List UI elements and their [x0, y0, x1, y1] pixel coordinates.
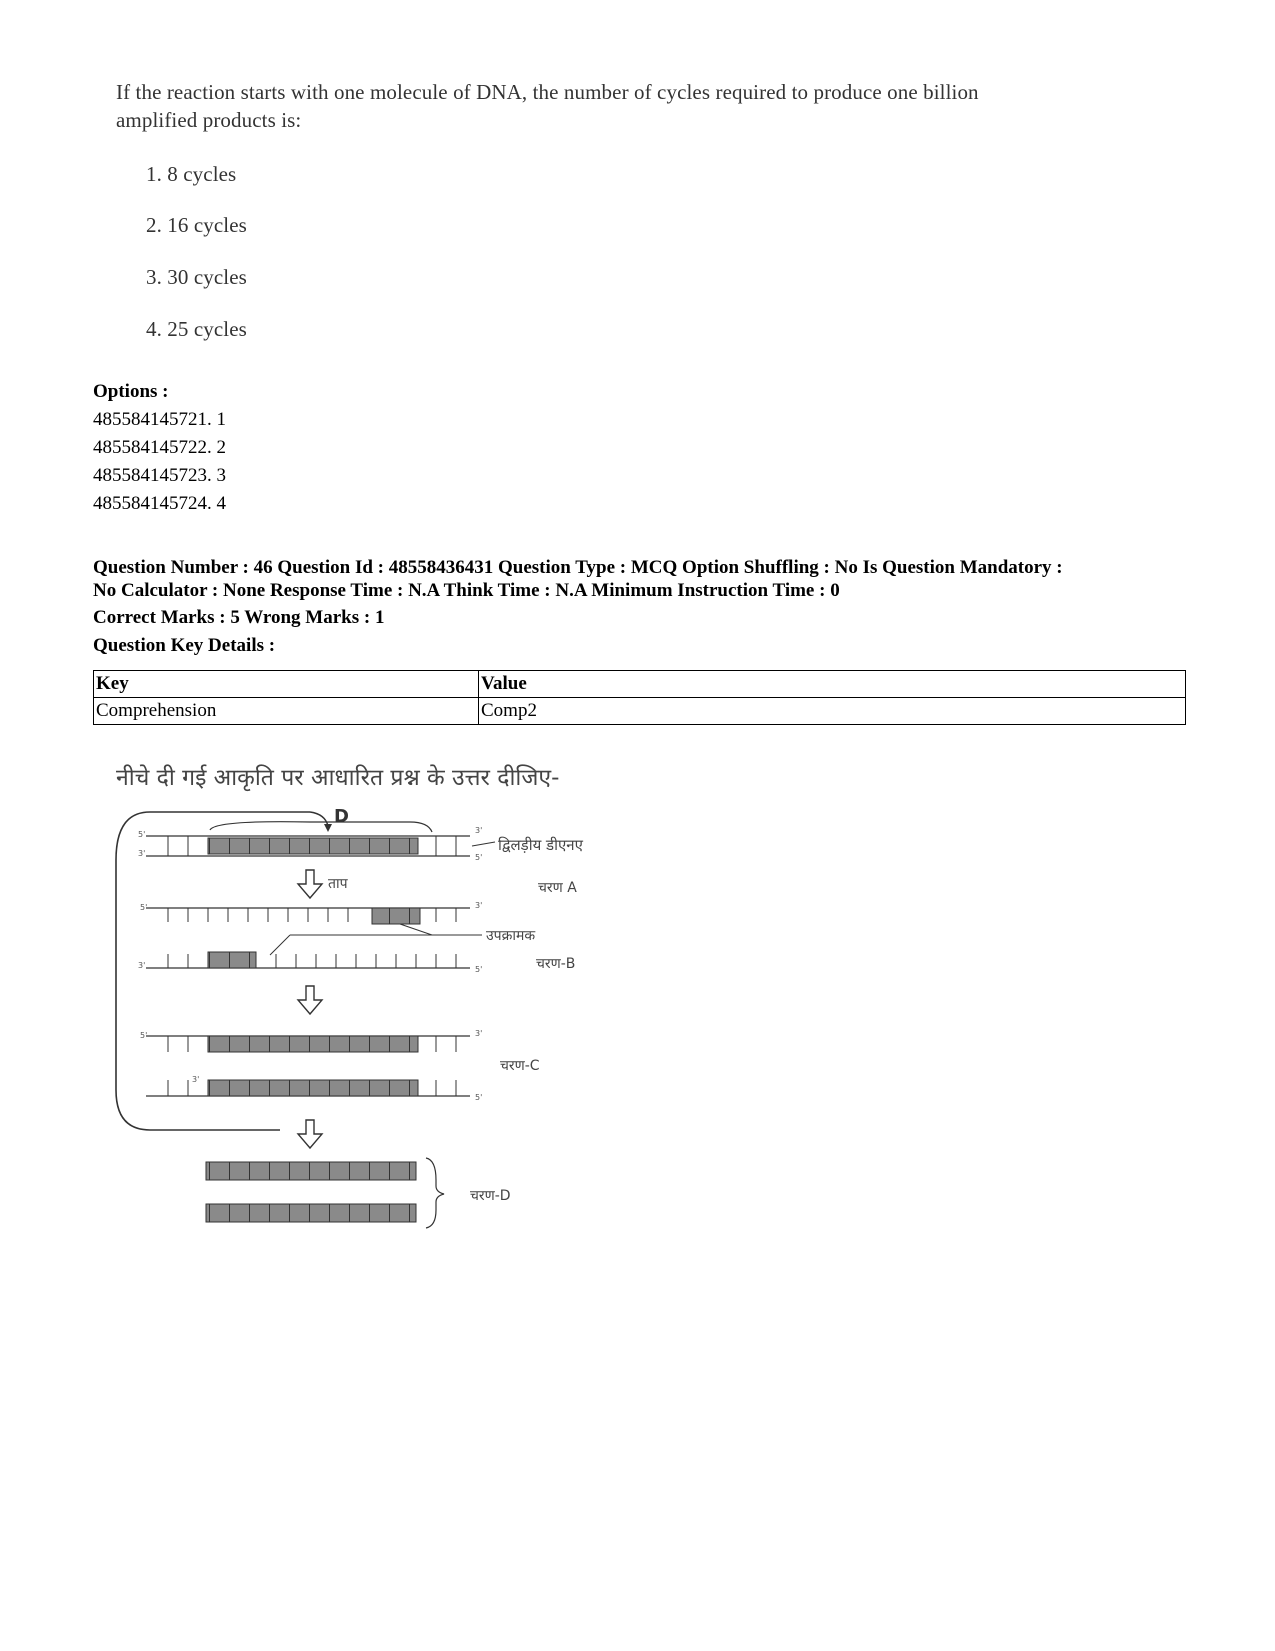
options-heading: Options :: [93, 381, 169, 402]
label-primer: उपक्रामक: [486, 928, 536, 944]
marks-line: Correct Marks : 5 Wrong Marks : 1: [93, 607, 385, 628]
product-strand-2: [206, 1204, 416, 1222]
label-5prime-top-right: 5': [475, 853, 483, 862]
figure-instruction: नीचे दी गई आकृति पर आधारित प्रश्न के उत्तर दीजिए-: [116, 765, 560, 791]
label-5prime-c2: 5': [475, 1093, 483, 1102]
question-meta-line1: Question Number : 46 Question Id : 48558436431 Question Type : MCQ Option Shuffling : No Is Question Mandatory :: [93, 557, 1063, 578]
label-3prime-s1: 3': [475, 901, 483, 910]
primer-2: [208, 952, 256, 968]
question-choice-1: 1. 8 cycles: [146, 162, 237, 186]
label-3prime-top: 3': [138, 849, 146, 858]
table-header-value: Value: [479, 671, 1186, 698]
table-row: [94, 698, 1186, 725]
primer-1: [372, 908, 420, 924]
product-brace: [426, 1158, 444, 1228]
option-item-2: 485584145722. 2: [93, 437, 226, 458]
label-3prime-c2: 3': [192, 1075, 200, 1084]
target-region-top: [208, 838, 418, 854]
product-strand-1: [206, 1162, 416, 1180]
down-arrow-icon: [298, 1120, 322, 1148]
label-5prime-c1: 5': [140, 1031, 148, 1040]
label-5prime-top: 5': [138, 830, 146, 839]
pcr-diagram: [110, 800, 630, 1290]
heat-arrow-icon: [298, 870, 322, 898]
option-item-4: 485584145724. 4: [93, 493, 226, 514]
label-3prime-top-right: 3': [475, 826, 483, 835]
option-item-3: 485584145723. 3: [93, 465, 226, 486]
option-item-1: 485584145721. 1: [93, 409, 226, 430]
extended-strand-1: [208, 1036, 418, 1052]
down-arrow-icon: [298, 986, 322, 1014]
label-dsdna: द्विलड़ीय डीएनए: [498, 836, 583, 854]
question-choice-4: 4. 25 cycles: [146, 317, 247, 341]
label-d: D: [334, 806, 349, 827]
table-header-row: [94, 671, 1186, 698]
label-step-d: चरण-D: [470, 1188, 511, 1204]
label-3prime-c1: 3': [475, 1029, 483, 1038]
key-details-heading: Question Key Details :: [93, 635, 276, 656]
question-choice-2: 2. 16 cycles: [146, 213, 247, 237]
table-header-key: Key: [94, 671, 479, 698]
extended-strand-2: [208, 1080, 418, 1096]
label-5prime-s2: 5': [475, 965, 483, 974]
label-step-a: चरण A: [538, 880, 577, 896]
table-cell-value: Comp2: [479, 698, 1186, 725]
question-stem-line1: If the reaction starts with one molecule of DNA, the number of cycles required to produce one billion: [116, 80, 979, 104]
region-d-bracket: [210, 822, 432, 832]
question-key-table: [93, 670, 1186, 725]
label-3prime-s2: 3': [138, 961, 146, 970]
question-meta-line2: No Calculator : None Response Time : N.A Think Time : N.A Minimum Instruction Time : 0: [93, 580, 840, 601]
question-stem-line2: amplified products is:: [116, 108, 302, 132]
label-step-b: चरण-B: [536, 956, 576, 972]
label-step-c: चरण-C: [500, 1058, 540, 1074]
label-5prime-s1: 5': [140, 903, 148, 912]
question-choice-3: 3. 30 cycles: [146, 265, 247, 289]
label-heat: ताप: [328, 876, 348, 892]
table-cell-key: Comprehension: [94, 698, 479, 725]
